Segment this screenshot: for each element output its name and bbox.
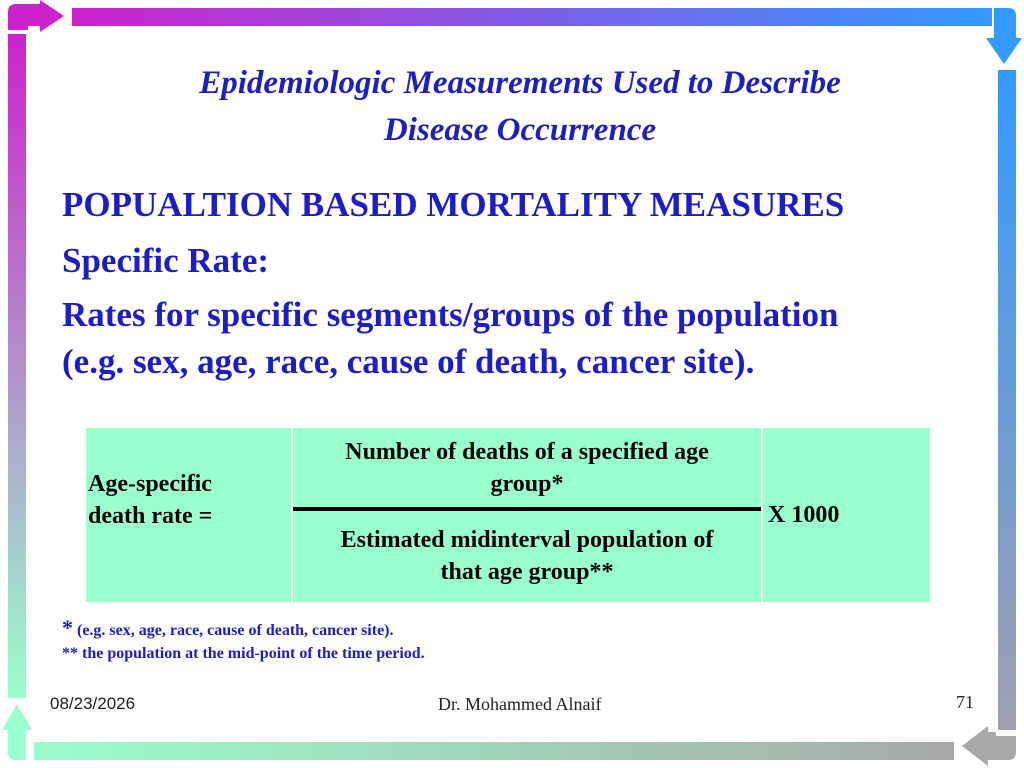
formula-multiplier-cell (760, 428, 930, 602)
body-line-2: (e.g. sex, age, race, cause of death, cancer site). (62, 342, 755, 381)
formula-multiplier: X 1000 (768, 502, 840, 528)
formula-label-cell (86, 428, 290, 602)
footnote-1-text: (e.g. sex, age, race, cause of death, cancer site). (73, 622, 394, 639)
denominator-line-2: that age group** (440, 559, 614, 585)
formula-label-line-2: death rate = (88, 503, 213, 529)
slide-number: 71 (956, 692, 974, 712)
footer-author: Dr. Mohammed Alnaif (438, 694, 602, 714)
title-line-2: Disease Occurrence (383, 112, 657, 148)
numerator-line-1: Number of deaths of a specified age (345, 439, 709, 465)
slide-title (110, 60, 930, 154)
denominator-line-1: Estimated midinterval population of (340, 527, 714, 553)
subheading: Specific Rate: (62, 241, 270, 280)
footnote-1 (62, 615, 394, 641)
footnote-1-star: * (62, 615, 73, 640)
fraction-denominator (293, 524, 761, 588)
section-heading: POPUALTION BASED MORTALITY MEASURES (62, 185, 845, 224)
fraction-numerator (293, 436, 761, 500)
formula-fraction-cell (291, 428, 763, 602)
formula-label (88, 468, 212, 532)
footer-date: 08/23/2026 (50, 694, 136, 713)
footnote-2: ** the population at the mid-point of the time period. (62, 645, 425, 662)
body-line-1: Rates for specific segments/groups of the population (62, 295, 839, 334)
formula-box (86, 428, 930, 602)
numerator-line-2: group* (490, 471, 564, 497)
formula-label-line-1: Age-specific (88, 471, 212, 497)
fraction-bar (293, 507, 761, 511)
title-line-1: Epidemiologic Measurements Used to Describe (199, 65, 841, 101)
